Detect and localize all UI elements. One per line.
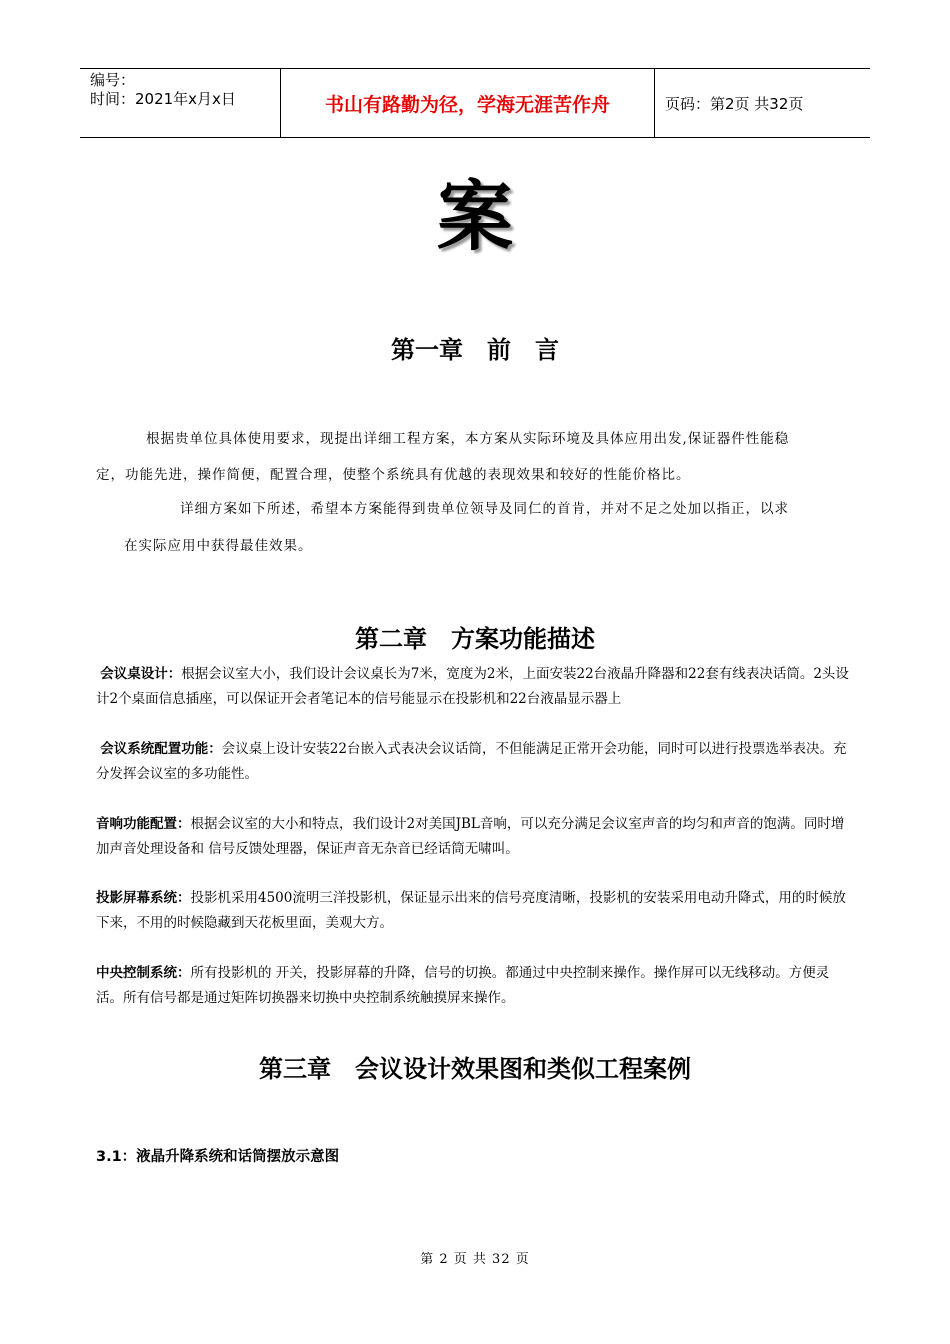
section-text: 根据会议室大小，我们设计会议桌长为7米，宽度为2米，上面安装22台液晶升降器和22套有线表决话筒。2头设计2个桌面信息插座，可以保证开会者笔记本的信号能显示在投影机和22台液晶显示器上 [96, 666, 849, 707]
chapter2-title: 第二章 方案功能描述 [355, 625, 595, 653]
header-motto: 书山有路勤为径，学海无涯苦作舟 [280, 69, 655, 137]
section-label: 会议系统配置功能： [100, 741, 222, 757]
header-info [90, 71, 280, 109]
page-footer: 第 2 页 共 32 页 [420, 1252, 530, 1267]
section-text: 投影机采用4500流明三洋投影机，保证显示出来的信号亮度清晰，投影机的安装采用电动升降式，用的时候放下来，不用的时候隐藏到天花板里面，美观大方。 [96, 890, 846, 931]
section-conference-system [96, 737, 856, 787]
p2-line2: 在实际应用中获得最佳效果。 [124, 538, 313, 554]
section-label: 中央控制系统： [96, 965, 191, 981]
header-number: 编号： [90, 71, 136, 89]
section-text: 根据会议室的大小和特点，我们设计2对美国JBL音响，可以充分满足会议室声音的均匀和声音的饱满。同时增加声音处理设备和 信号反馈处理器，保证声音无杂音已经话筒无啸叫。 [96, 816, 845, 857]
section-label: 会议桌设计： [100, 666, 182, 682]
section-text: 所有投影机的 开关，投影屏幕的升降，信号的切换。都通过中央控制来操作。操作屏可以无线移动。方便灵活。所有信号都是通过矩阵切换器来切换中央控制系统触摸屏来操作。 [96, 965, 830, 1006]
section-label: 投影屏幕系统： [96, 890, 191, 906]
section-projection [96, 886, 856, 936]
p1-line2: 定，功能先进，操作简便，配置合理，使整个系统具有优越的表现效果和较好的性能价格比。 [96, 467, 691, 483]
p2-line1: 详细方案如下所述，希望本方案能得到贵单位领导及同仁的首肯，并对不足之处加以指正，以求 [180, 501, 789, 517]
header-page: 页码：第2页 共32页 [665, 95, 804, 113]
section-conference-table [96, 662, 856, 712]
header-table [80, 68, 870, 138]
section-central-control [96, 961, 856, 1011]
big-title: 案 [437, 172, 513, 261]
p1-line1: 根据贵单位具体使用要求，现提出详细工程方案，本方案从实际环境及具体应用出发,保证器件性能稳 [146, 431, 790, 447]
subsection-title: 3.1：液晶升降系统和话筒摆放示意图 [96, 1149, 340, 1165]
header-time: 时间：2021年x月x日 [90, 90, 236, 108]
section-audio [96, 812, 856, 862]
section-label: 音响功能配置： [96, 816, 191, 832]
chapter3-title: 第三章 会议设计效果图和类似工程案例 [259, 1055, 691, 1083]
section-text: 会议桌上设计安装22台嵌入式表决会议话筒，不但能满足正常开会功能，同时可以进行投票选举表决。充分发挥会议室的多功能性。 [96, 741, 847, 782]
chapter1-title: 第一章 前 言 [391, 336, 559, 364]
